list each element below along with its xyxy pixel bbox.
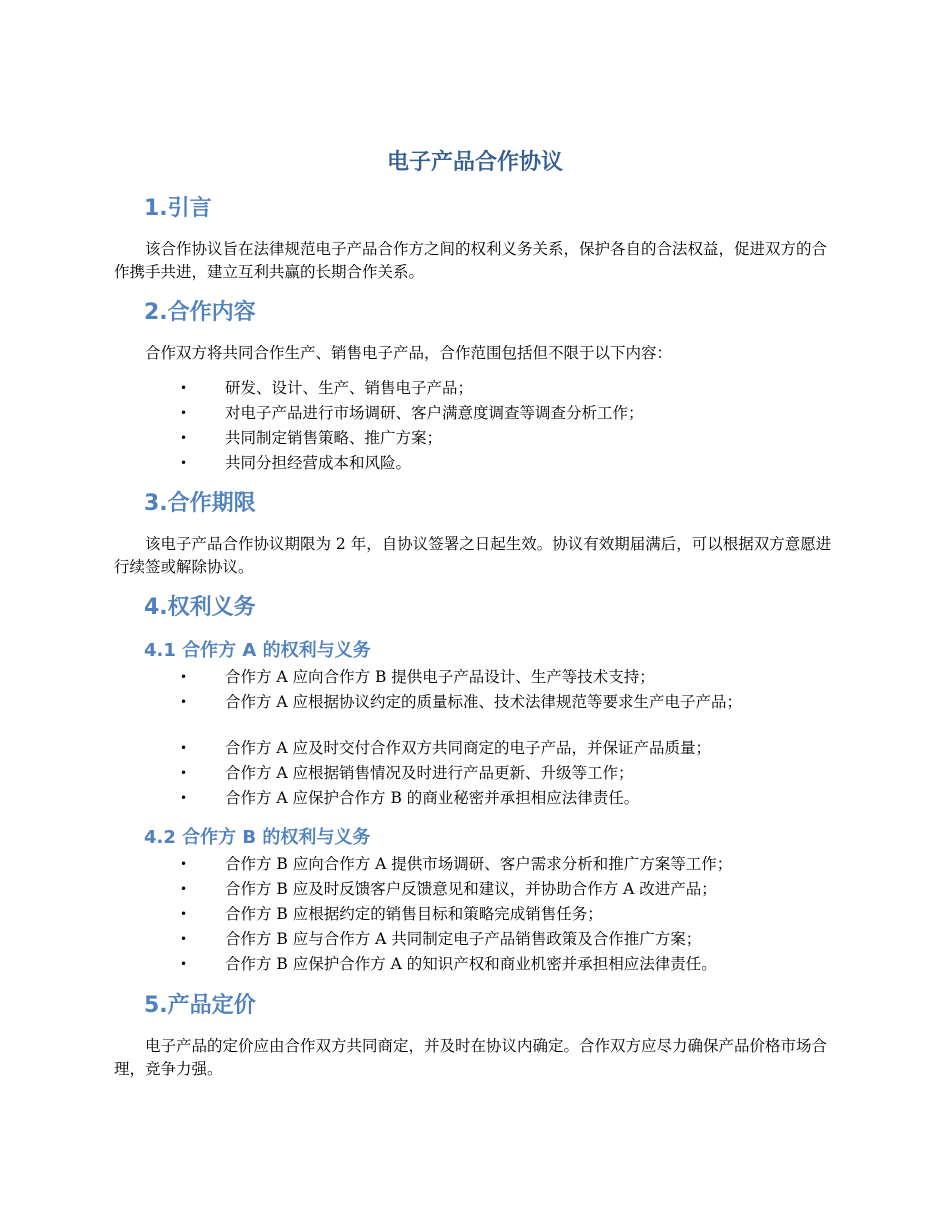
list-item-text: 合作方 A 应保护合作方 B 的商业秘密并承担相应法律责任。 xyxy=(225,789,640,807)
list-item xyxy=(0,928,950,953)
bullet-icon: • xyxy=(180,932,188,946)
bullet-icon: • xyxy=(180,882,188,896)
list-item-text: 合作方 A 应向合作方 B 提供电子产品设计、生产等技术支持； xyxy=(225,668,655,686)
section-paragraph-product-pricing: 电子产品的定价应由合作双方共同商定，并及时在协议内确定。合作双方应尽力确保产品价格市场合理，竞争力强。 xyxy=(114,1037,828,1078)
section-paragraph-cooperation-term: 该电子产品合作协议期限为 2 年，自协议签署之日起生效。协议有效期届满后，可以根据双方意愿进行续签或解除协议。 xyxy=(114,535,832,576)
list-item xyxy=(0,953,950,978)
bullet-icon: • xyxy=(180,791,188,805)
section-heading-product-pricing: 5.产品定价 xyxy=(144,993,256,1018)
list-item-text: 合作方 B 应向合作方 A 提供市场调研、客户需求分析和推广方案等工作； xyxy=(225,855,733,873)
list-item-text: 共同分担经营成本和风险。 xyxy=(225,454,412,472)
list-item-text: 合作方 B 应根据约定的销售目标和策略完成销售任务； xyxy=(225,905,603,923)
list-item-text: 合作方 B 应与合作方 A 共同制定电子产品销售政策及合作推广方案； xyxy=(225,930,702,948)
section-paragraph-cooperation-content: 合作双方将共同合作生产、销售电子产品，合作范围包括但不限于以下内容： xyxy=(145,344,673,362)
bullet-icon: • xyxy=(180,857,188,871)
list-item-text: 合作方 A 应根据销售情况及时进行产品更新、升级等工作； xyxy=(225,764,634,782)
bullet-icon: • xyxy=(180,741,188,755)
list-item xyxy=(0,737,950,762)
list-item xyxy=(0,666,950,691)
bullet-icon: • xyxy=(180,381,188,395)
bullet-icon: • xyxy=(180,431,188,445)
list-item xyxy=(0,402,950,427)
party-b-obligations-list xyxy=(0,853,950,978)
bullet-icon: • xyxy=(180,907,188,921)
party-a-obligations-list xyxy=(0,666,950,812)
bullet-icon: • xyxy=(180,957,188,971)
list-item-text: 合作方 B 应保护合作方 A 的知识产权和商业机密并承担相应法律责任。 xyxy=(225,955,717,973)
list-item xyxy=(0,878,950,903)
list-item-text: 合作方 B 应及时反馈客户反馈意见和建议，并协助合作方 A 改进产品； xyxy=(225,880,717,898)
bullet-icon: • xyxy=(180,766,188,780)
section-heading-rights-obligations: 4.权利义务 xyxy=(144,595,256,620)
subsection-heading-party-a: 4.1 合作方 A 的权利与义务 xyxy=(144,640,371,661)
section-heading-introduction: 1.引言 xyxy=(144,196,212,221)
section-heading-cooperation-content: 2.合作内容 xyxy=(144,300,256,325)
list-item xyxy=(0,853,950,878)
list-item xyxy=(0,452,950,477)
document-title: 电子产品合作协议 xyxy=(386,150,563,175)
bullet-icon: • xyxy=(180,406,188,420)
bullet-icon: • xyxy=(180,456,188,470)
list-item xyxy=(0,762,950,787)
subsection-heading-party-b: 4.2 合作方 B 的权利与义务 xyxy=(144,827,371,848)
section-paragraph-introduction: 该合作协议旨在法律规范电子产品合作方之间的权利义务关系，保护各自的合法权益，促进双方的合作携手共进，建立互利共赢的长期合作关系。 xyxy=(114,240,828,281)
list-item-text: 对电子产品进行市场调研、客户满意度调查等调查分析工作； xyxy=(225,404,644,422)
cooperation-content-list xyxy=(0,377,950,477)
list-item-text: 研发、设计、生产、销售电子产品； xyxy=(225,379,474,397)
bullet-icon: • xyxy=(180,695,188,709)
list-item-text: 合作方 A 应及时交付合作双方共同商定的电子产品，并保证产品质量； xyxy=(225,739,712,757)
list-item xyxy=(0,691,950,737)
list-item-text: 合作方 A 应根据协议约定的质量标准、技术法律规范等要求生产电子产品； xyxy=(225,693,743,711)
section-heading-cooperation-term: 3.合作期限 xyxy=(144,491,256,516)
list-item xyxy=(0,427,950,452)
list-item xyxy=(0,903,950,928)
list-item xyxy=(0,787,950,812)
bullet-icon: • xyxy=(180,670,188,684)
list-item-text: 共同制定销售策略、推广方案； xyxy=(225,429,443,447)
list-item xyxy=(0,377,950,402)
